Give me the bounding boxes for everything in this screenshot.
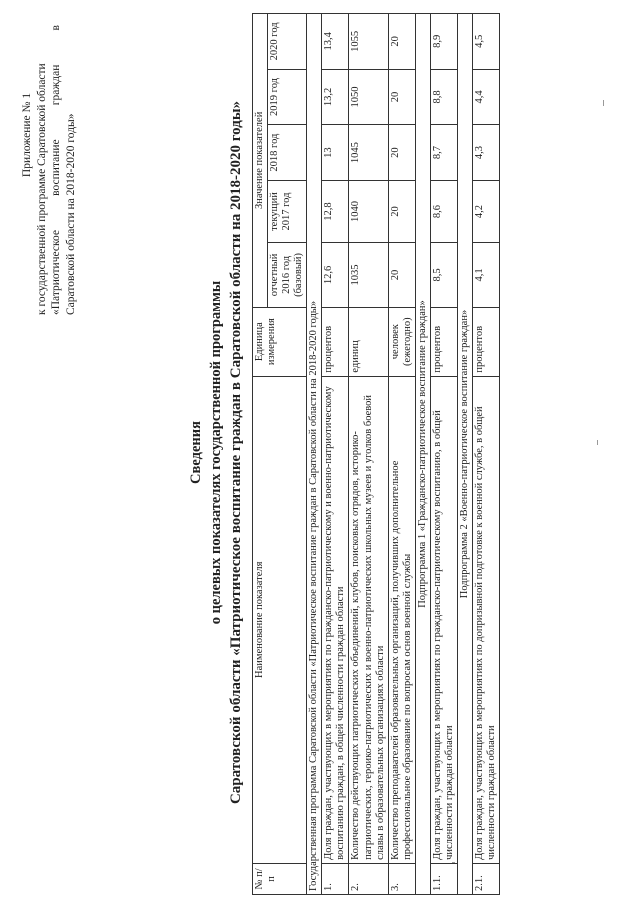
- scan-speck: [603, 100, 604, 106]
- value-2016: 4,1: [473, 243, 500, 308]
- section-row-program: [307, 14, 322, 895]
- row-unit: процентов: [322, 307, 349, 376]
- value-2016: 12,6: [322, 243, 349, 308]
- section-title: Подпрограмма 1 «Гражданско-патриотическое воспитание граждан»: [415, 14, 430, 895]
- value-2016: 8,5: [430, 243, 457, 308]
- col-header-2019: 2019 год: [268, 69, 307, 125]
- value-2017: 1040: [349, 180, 388, 242]
- value-2019: 4,4: [473, 69, 500, 125]
- col-header-num: № п/п: [253, 863, 307, 894]
- section-title: Подпрограмма 2 «Военно-патриотическое воспитание граждан»: [457, 14, 472, 895]
- col-header-2016: отчетный 2016 год (базовый): [268, 243, 307, 308]
- program-name: Саратовской области «Патриотическое воспитание граждан в Саратовской области на 2018-2020 годы»: [228, 100, 244, 805]
- value-2018: 8,7: [430, 125, 457, 181]
- header-row: [253, 14, 268, 895]
- appendix-line4: Саратовской области на 2018-2020 годы»: [65, 113, 78, 315]
- value-2017: 4,2: [473, 180, 500, 242]
- row-name: Доля граждан, участвующих в мероприятиях по гражданско-патриотическому воспитанию, в общей численности граждан области: [430, 376, 457, 863]
- row-num: 1.1.: [430, 863, 457, 894]
- value-2018: 4,3: [473, 125, 500, 181]
- row-unit: человек (ежегодно): [388, 307, 415, 376]
- scan-speck: [597, 440, 598, 445]
- scan-speck: [452, 862, 455, 863]
- appendix-word: «Патриотическое: [50, 230, 63, 315]
- value-2019: 8,8: [430, 69, 457, 125]
- value-2020: 20: [388, 14, 415, 70]
- value-2016: 20: [388, 243, 415, 308]
- value-2016: 1035: [349, 243, 388, 308]
- row-name: Доля граждан, участвующих в мероприятиях по гражданско-патриотическому и военно-патриотическому воспитанию граждан, в общей численности граждан области: [322, 376, 349, 863]
- appendix-word: в: [50, 25, 63, 31]
- row-num: 3.: [388, 863, 415, 894]
- indicators-table: [252, 13, 500, 895]
- appendix-line3: [49, 25, 64, 315]
- table-row: [473, 14, 500, 895]
- value-2020: 8,9: [430, 14, 457, 70]
- value-2018: 20: [388, 125, 415, 181]
- row-unit: процентов: [430, 307, 457, 376]
- value-2018: 1045: [349, 125, 388, 181]
- document-title: Сведения: [188, 421, 204, 484]
- row-num: 1.: [322, 863, 349, 894]
- row-name: Количество преподавателей образовательных организаций, получивших дополнительное профессиональное образование по вопросам основ военной службы: [388, 376, 415, 863]
- value-2019: 13,2: [322, 69, 349, 125]
- value-2019: 20: [388, 69, 415, 125]
- value-2017: 12,8: [322, 180, 349, 242]
- row-name: Доля граждан, участвующих в мероприятиях по допризывной подготовке к военной службе, в общей численности граждан области: [473, 376, 500, 863]
- section-title: Государственная программа Саратовской области «Патриотическое воспитание граждан в Саратовской области на 2018-2020 годы»: [307, 14, 322, 895]
- value-2019: 1050: [349, 69, 388, 125]
- col-header-values: Значение показателей: [253, 14, 268, 308]
- document-subtitle: о целевых показателях государственной программы: [208, 280, 224, 625]
- table-row: [349, 14, 388, 895]
- table-row: [322, 14, 349, 895]
- row-unit: процентов: [473, 307, 500, 376]
- value-2017: 8,6: [430, 180, 457, 242]
- appendix-word: воспитание: [50, 139, 63, 196]
- appendix-line2: к государственной программе Саратовской области: [35, 63, 48, 315]
- appendix-block: [20, 25, 79, 315]
- row-name: Количество действующих патриотических объединений, клубов, поисковых отрядов, историко-патриотических, героико-патриотических и военно-патриотических школьных музеев и уголков боевой славы в образовательных организациях области: [349, 376, 388, 863]
- col-header-2020: 2020 год: [268, 14, 307, 70]
- col-header-2017: текущий 2017 год: [268, 180, 307, 242]
- appendix-number: Приложение № 1: [21, 92, 33, 178]
- section-row-sub1: [415, 14, 430, 895]
- value-2018: 13: [322, 125, 349, 181]
- value-2020: 13,4: [322, 14, 349, 70]
- row-num: 2.: [349, 863, 388, 894]
- col-header-2018: 2018 год: [268, 125, 307, 181]
- table-row: [388, 14, 415, 895]
- col-header-unit: Единица измерения: [253, 307, 307, 376]
- value-2020: 4,5: [473, 14, 500, 70]
- col-header-name: Наименование показателя: [253, 376, 307, 863]
- table-row: [430, 14, 457, 895]
- appendix-word: граждан: [50, 64, 63, 106]
- row-num: 2.1.: [473, 863, 500, 894]
- value-2017: 20: [388, 180, 415, 242]
- section-row-sub2: [457, 14, 472, 895]
- value-2020: 1055: [349, 14, 388, 70]
- row-unit: единиц: [349, 307, 388, 376]
